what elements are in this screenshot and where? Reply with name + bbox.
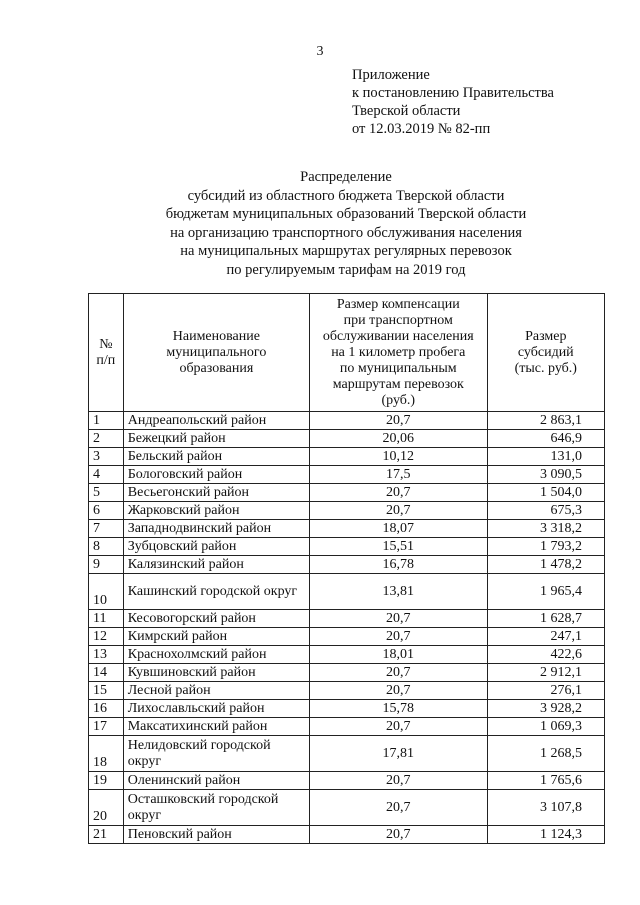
row-number: 16 <box>89 700 124 718</box>
table-header-row <box>89 294 605 412</box>
table-row <box>89 430 605 448</box>
row-compensation-rate: 15,51 <box>310 538 488 556</box>
title-line: на муниципальных маршрутах регулярных перевозок <box>180 243 512 259</box>
row-number: 8 <box>89 538 124 556</box>
row-subsidy-amount: 276,1 <box>487 682 604 700</box>
row-municipality-name: Лихославльский район <box>123 700 309 718</box>
row-municipality-name: Жарковский район <box>123 502 309 520</box>
table-row <box>89 484 605 502</box>
row-municipality-name: Бологовский район <box>123 466 309 484</box>
table-row <box>89 772 605 790</box>
header-line: маршрутам перевозок <box>332 376 464 392</box>
table-row <box>89 610 605 628</box>
row-number: 3 <box>89 448 124 466</box>
row-number: 21 <box>89 826 124 844</box>
row-municipality-name: Краснохолмский район <box>123 646 309 664</box>
row-compensation-rate: 20,7 <box>310 484 488 502</box>
row-number: 1 <box>89 412 124 430</box>
row-number: 6 <box>89 502 124 520</box>
page-number: 3 <box>316 44 324 59</box>
row-compensation-rate: 17,5 <box>310 466 488 484</box>
row-number: 17 <box>89 718 124 736</box>
row-compensation-rate: 10,12 <box>310 448 488 466</box>
row-compensation-rate: 20,7 <box>310 772 488 790</box>
header-rate <box>310 294 488 412</box>
row-municipality-name: Западнодвинский район <box>123 520 309 538</box>
row-number: 18 <box>89 736 124 772</box>
table-row <box>89 646 605 664</box>
table-row <box>89 718 605 736</box>
row-subsidy-amount: 675,3 <box>487 502 604 520</box>
row-municipality-name: Оленинский район <box>123 772 309 790</box>
row-number: 7 <box>89 520 124 538</box>
header-line: по муниципальным <box>339 360 457 376</box>
row-municipality-name: Бельский район <box>123 448 309 466</box>
row-subsidy-amount: 3 928,2 <box>487 700 604 718</box>
row-subsidy-amount: 2 863,1 <box>487 412 604 430</box>
row-number: 2 <box>89 430 124 448</box>
row-number: 10 <box>89 574 124 610</box>
row-municipality-name: Зубцовский район <box>123 538 309 556</box>
row-compensation-rate: 20,7 <box>310 790 488 826</box>
subsidies-table <box>88 293 605 844</box>
row-subsidy-amount: 646,9 <box>487 430 604 448</box>
table-row <box>89 502 605 520</box>
title-line: на организацию транспортного обслуживания населения <box>170 224 522 241</box>
header-line: Размер <box>525 328 567 344</box>
header-name <box>123 294 309 412</box>
table-row <box>89 682 605 700</box>
row-municipality-name: Кашинский городской округ <box>123 574 309 610</box>
table-row <box>89 466 605 484</box>
row-compensation-rate: 20,7 <box>310 826 488 844</box>
row-municipality-name: Нелидовский городской округ <box>123 736 309 772</box>
table-row <box>89 700 605 718</box>
title-line: субсидий из областного бюджета Тверской области <box>187 187 505 204</box>
table-row <box>89 826 605 844</box>
row-number: 11 <box>89 610 124 628</box>
header-line: субсидий <box>517 344 574 360</box>
row-number: 13 <box>89 646 124 664</box>
row-number: 14 <box>89 664 124 682</box>
row-subsidy-amount: 1 628,7 <box>487 610 604 628</box>
table-row <box>89 448 605 466</box>
table-row <box>89 664 605 682</box>
appendix-line: от 12.03.2019 № 82-пп <box>352 121 491 137</box>
appendix-line: к постановлению Правительства <box>352 85 554 101</box>
row-compensation-rate: 20,7 <box>310 628 488 646</box>
row-subsidy-amount: 1 069,3 <box>487 718 604 736</box>
table-row <box>89 412 605 430</box>
row-municipality-name: Калязинский район <box>123 556 309 574</box>
header-line: Размер компенсации <box>336 296 460 312</box>
row-municipality-name: Максатихинский район <box>123 718 309 736</box>
document-title <box>0 168 640 279</box>
row-municipality-name: Весьегонский район <box>123 484 309 502</box>
row-compensation-rate: 13,81 <box>310 574 488 610</box>
row-compensation-rate: 20,7 <box>310 610 488 628</box>
header-sum <box>487 294 604 412</box>
row-subsidy-amount: 1 965,4 <box>487 574 604 610</box>
header-line: (руб.) <box>381 392 416 408</box>
header-line: п/п <box>96 352 116 368</box>
row-number: 9 <box>89 556 124 574</box>
row-municipality-name: Кимрский район <box>123 628 309 646</box>
header-line: муниципального <box>166 344 267 360</box>
row-subsidy-amount: 3 090,5 <box>487 466 604 484</box>
row-subsidy-amount: 1 478,2 <box>487 556 604 574</box>
row-compensation-rate: 20,7 <box>310 664 488 682</box>
table-row <box>89 628 605 646</box>
row-compensation-rate: 16,78 <box>310 556 488 574</box>
table-row <box>89 736 605 772</box>
header-line: образования <box>179 360 254 376</box>
table-row <box>89 520 605 538</box>
row-municipality-name: Пеновский район <box>123 826 309 844</box>
row-subsidy-amount: 1 504,0 <box>487 484 604 502</box>
header-line: Наименование <box>172 328 260 344</box>
row-compensation-rate: 15,78 <box>310 700 488 718</box>
row-compensation-rate: 20,7 <box>310 502 488 520</box>
row-number: 20 <box>89 790 124 826</box>
row-municipality-name: Кувшиновский район <box>123 664 309 682</box>
row-subsidy-amount: 1 124,3 <box>487 826 604 844</box>
row-number: 4 <box>89 466 124 484</box>
header-line: при транспортном <box>343 312 453 328</box>
title-line: бюджетам муниципальных образований Тверской области <box>165 206 527 222</box>
row-municipality-name: Осташковский городской округ <box>123 790 309 826</box>
row-compensation-rate: 20,7 <box>310 718 488 736</box>
row-municipality-name: Лесной район <box>123 682 309 700</box>
row-compensation-rate: 18,01 <box>310 646 488 664</box>
header-line: (тыс. руб.) <box>514 360 577 376</box>
row-subsidy-amount: 3 107,8 <box>487 790 604 826</box>
row-subsidy-amount: 131,0 <box>487 448 604 466</box>
table-body <box>89 412 605 844</box>
row-subsidy-amount: 3 318,2 <box>487 520 604 538</box>
row-number: 19 <box>89 772 124 790</box>
appendix-block <box>352 66 554 138</box>
header-num <box>89 294 124 412</box>
row-subsidy-amount: 2 912,1 <box>487 664 604 682</box>
row-subsidy-amount: 1 765,6 <box>487 772 604 790</box>
table-row <box>89 556 605 574</box>
row-compensation-rate: 20,7 <box>310 682 488 700</box>
header-line: на 1 километр пробега <box>331 344 466 360</box>
row-compensation-rate: 18,07 <box>310 520 488 538</box>
row-subsidy-amount: 247,1 <box>487 628 604 646</box>
appendix-line: Тверской области <box>352 103 461 119</box>
row-subsidy-amount: 422,6 <box>487 646 604 664</box>
row-compensation-rate: 20,7 <box>310 412 488 430</box>
row-number: 15 <box>89 682 124 700</box>
appendix-line: Приложение <box>352 67 430 83</box>
row-number: 5 <box>89 484 124 502</box>
row-municipality-name: Бежецкий район <box>123 430 309 448</box>
row-municipality-name: Кесовогорский район <box>123 610 309 628</box>
row-municipality-name: Андреапольский район <box>123 412 309 430</box>
row-subsidy-amount: 1 793,2 <box>487 538 604 556</box>
table-row <box>89 538 605 556</box>
row-compensation-rate: 17,81 <box>310 736 488 772</box>
title-line: Распределение <box>300 169 392 185</box>
header-line: обслуживании населения <box>322 328 474 344</box>
row-number: 12 <box>89 628 124 646</box>
table-row <box>89 790 605 826</box>
header-line: № <box>99 336 113 352</box>
row-subsidy-amount: 1 268,5 <box>487 736 604 772</box>
row-compensation-rate: 20,06 <box>310 430 488 448</box>
table-row <box>89 574 605 610</box>
title-line: по регулируемым тарифам на 2019 год <box>226 261 466 278</box>
